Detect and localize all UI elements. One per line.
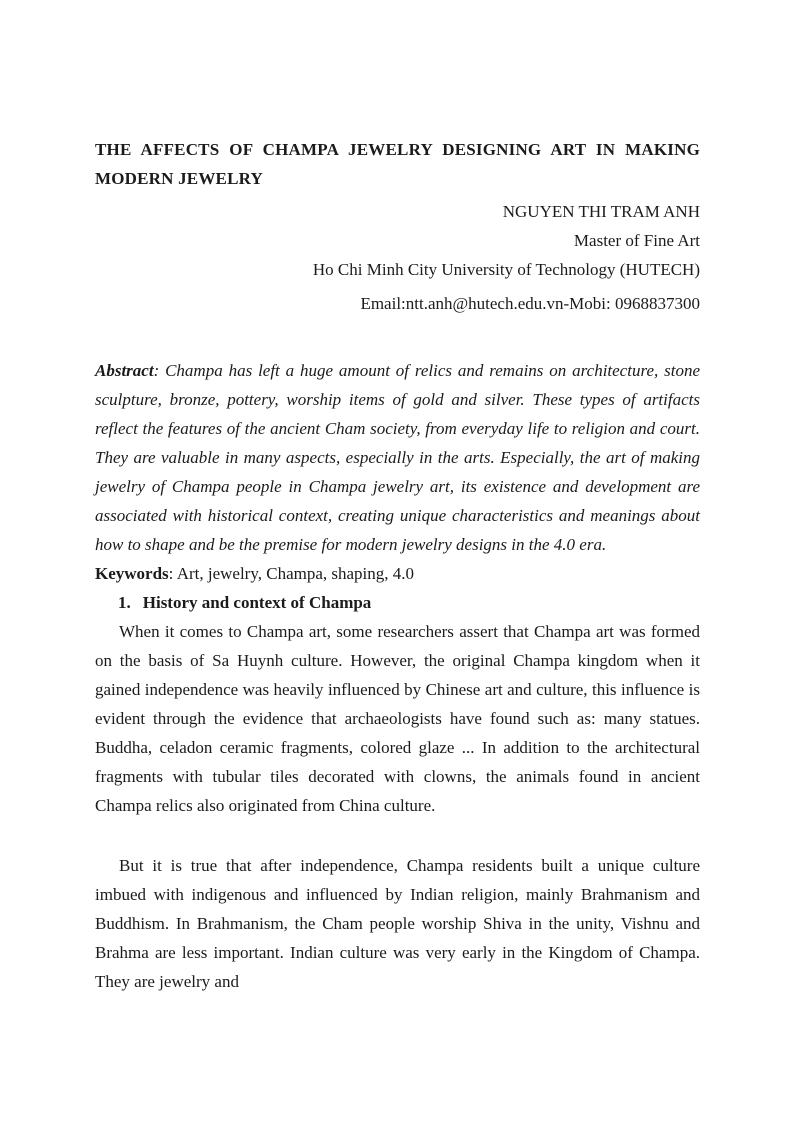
author-contact: Email:ntt.anh@hutech.edu.vn-Mobi: 0968837300 bbox=[360, 294, 700, 313]
abstract-paragraph bbox=[95, 356, 700, 559]
abstract-text: : Champa has left a huge amount of relics and remains on architecture, stone sculpture, bronze, pottery, worship items of gold and silver. These types of artifacts reflect the features of the ancient Cham society, from everyday life to religion and court. They are valuable in many aspects, especially in the arts. Especially, the art of making jewelry of Champa people in Champa jewelry art, its existence and development are associated with historical context, creating unique characteristics and meanings about how to shape and be the premise for modern jewelry designs in the 4.0 era. bbox=[95, 361, 700, 554]
section-heading bbox=[95, 588, 700, 617]
abstract-label: Abstract bbox=[95, 361, 154, 380]
paragraph-history-2: But it is true that after independence, Champa residents built a unique culture imbued with indigenous and influenced by Indian religion, mainly Brahmanism and Buddhism. In Brahmanism, the Cham people worship Shiva in the unity, Vishnu and Brahma are less important. Indian culture was very early in the Kingdom of Champa. They are jewelry and bbox=[95, 856, 700, 991]
paragraph-history-1: When it comes to Champa art, some researchers assert that Champa art was formed on the basis of Sa Huynh culture. However, the original Champa kingdom when it gained independence was heavily influenced by Chinese art and culture, this influence is evident through the evidence that archaeologists have found such as: many statues. Buddha, celadon ceramic fragments, colored glaze ... In addition to the architectural fragments with tubular tiles decorated with clowns, the animals found in ancient Champa relics also originated from China culture. bbox=[95, 622, 700, 815]
paper-title: THE AFFECTS OF CHAMPA JEWELRY DESIGNING ART IN MAKING MODERN JEWELRY bbox=[95, 140, 700, 188]
author-affiliation: Ho Chi Minh City University of Technology (HUTECH) bbox=[312, 260, 700, 279]
page-content bbox=[95, 135, 700, 996]
author-name: NGUYEN THI TRAM ANH bbox=[502, 202, 700, 221]
section-number: 1. bbox=[118, 593, 131, 612]
keywords-text: : Art, jewelry, Champa, shaping, 4.0 bbox=[168, 564, 415, 583]
keywords-line bbox=[95, 559, 700, 588]
author-degree: Master of Fine Art bbox=[573, 231, 700, 250]
keywords-label: Keywords bbox=[95, 564, 169, 583]
section-title: History and context of Champa bbox=[142, 593, 372, 612]
